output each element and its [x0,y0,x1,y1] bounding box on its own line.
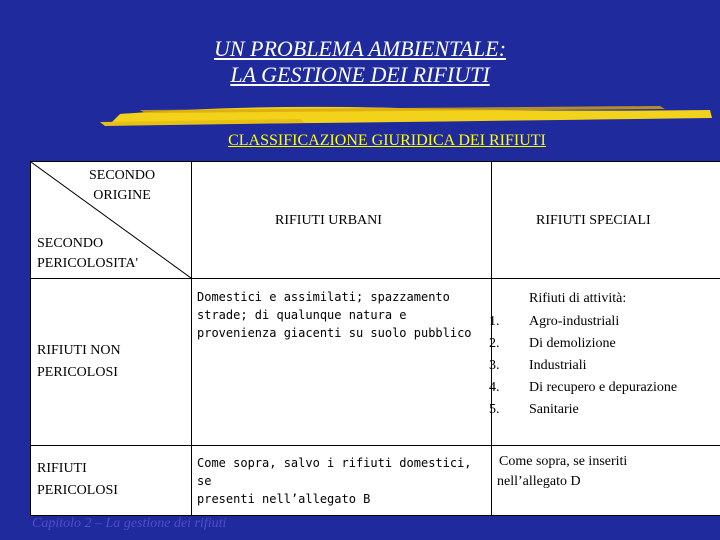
speciali-list-items: Agro-industriali Di demolizione Industriali Di recupero e depurazione Sanitarie [529,314,678,417]
title-line-1: UN PROBLEMA AMBIENTALE: [213,36,507,61]
footer-chapter: Capitolo 2 – La gestione dei rifiuti [32,516,227,531]
classification-heading: CLASSIFICAZIONE GIURIDICA DEI RIFIUTI [228,132,546,149]
title-line-2: LA GESTIONE DEI RIFIUTI [230,62,490,87]
brush-stroke-divider [100,100,720,130]
column-header-speciali: RIFIUTI SPECIALI [536,213,651,228]
classification-table [30,161,720,516]
speciali-list-numbers: 1. 2. 3. 4. 5. [489,314,500,417]
corner-label-bottom: SECONDO PERICOLOSITA' [37,236,138,271]
speciali-non-pericolosi-list: Rifiuti di attività: [529,291,627,306]
row-header-non-pericolosi: RIFIUTI NON PERICOLOSI [37,343,121,380]
speciali-pericolosi-text: Come sopra, se inseriti nell’allegato D [497,454,628,489]
column-header-urbani: RIFIUTI URBANI [275,213,382,228]
row-header-pericolosi: RIFIUTI PERICOLOSI [37,461,118,498]
urbani-non-pericolosi-text: Domestici e assimilati; spazzamento strade; di qualunque natura e provenienza giacenti su suolo pubblico [197,290,472,340]
corner-label-top: SECONDO ORIGINE [89,168,156,203]
urbani-pericolosi-text: Come sopra, salvo i rifiuti domestici, se presenti nell’allegato B [197,456,472,506]
